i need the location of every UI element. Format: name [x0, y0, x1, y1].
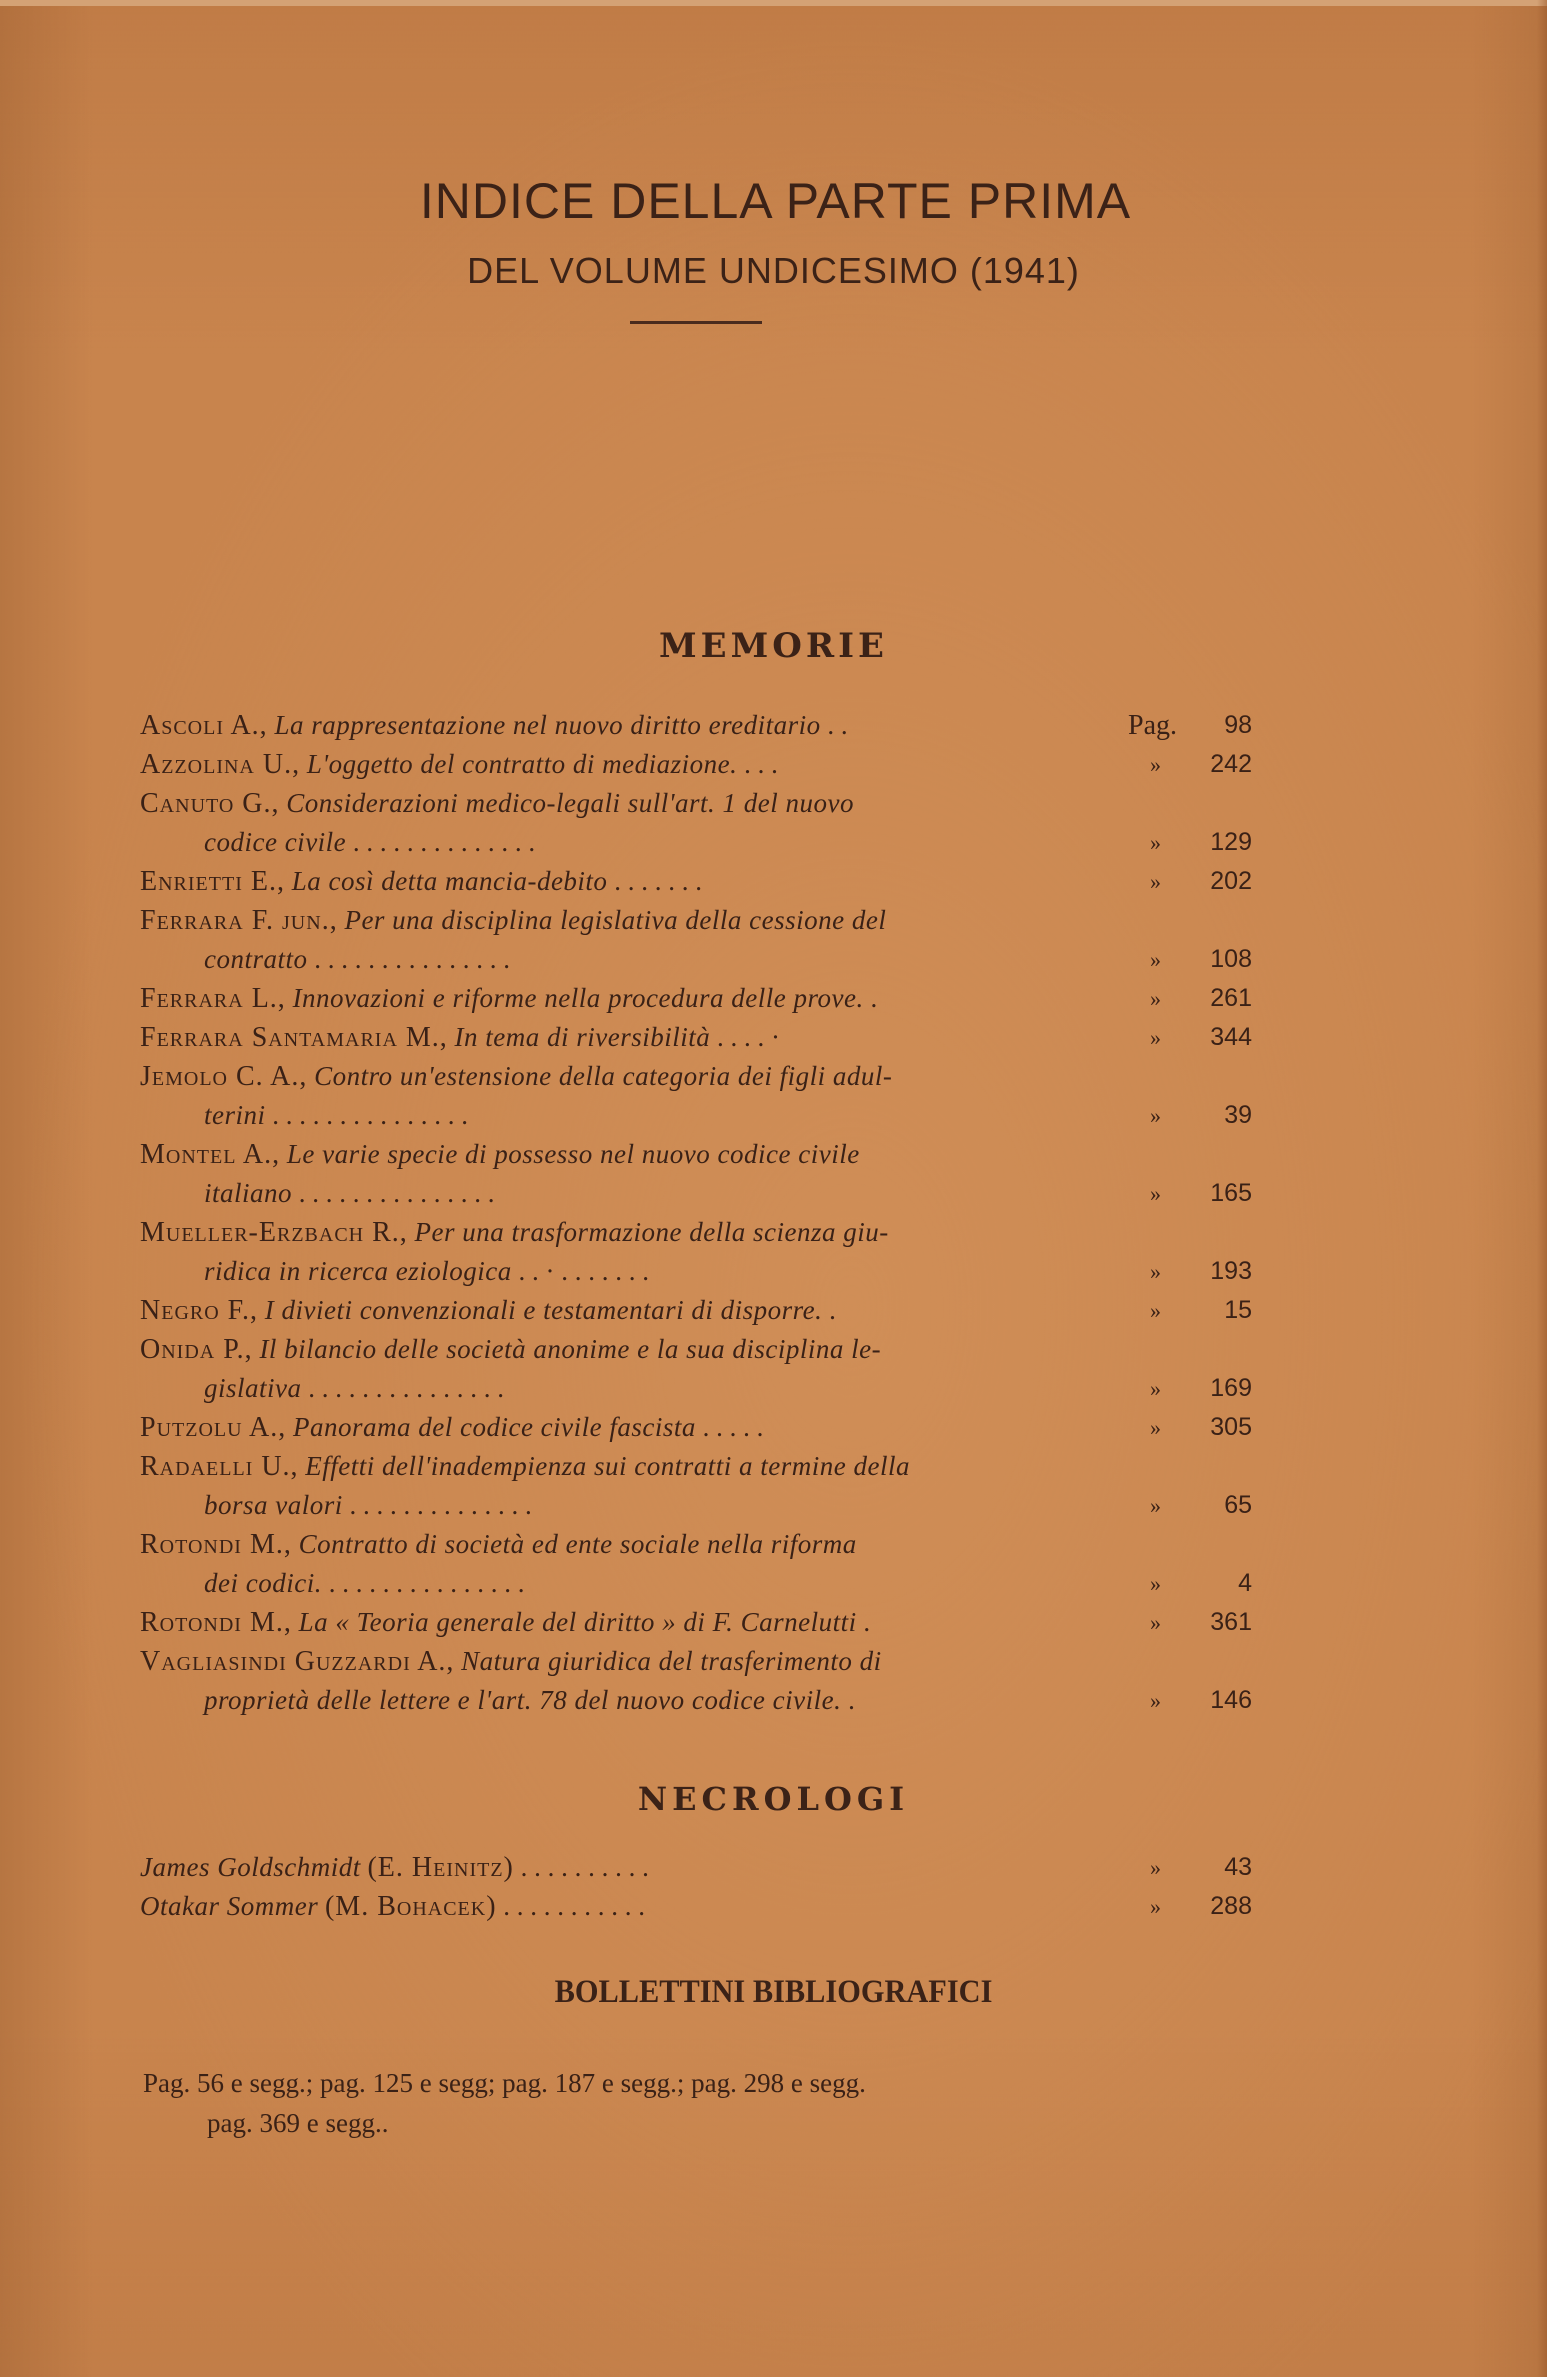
entry-title: contratto — [204, 944, 308, 974]
entry-author: Vagliasindi Guzzardi A., — [140, 1646, 455, 1677]
ditto-mark: » — [1150, 1493, 1161, 1518]
entry-author: Ferrara F. jun., — [140, 905, 338, 936]
toc-entry-line — [140, 823, 1252, 862]
entry-text — [140, 1213, 889, 1252]
ditto-mark: » — [1150, 869, 1161, 894]
ditto-mark: » — [1150, 1415, 1161, 1440]
dot-leader: . — [829, 1295, 836, 1325]
ditto-mark: » — [1150, 947, 1161, 972]
bollettini-line-1: Pag. 56 e segg.; pag. 125 e segg; pag. 187 e segg.; pag. 298 e segg. — [143, 2068, 866, 2098]
page-number: 242 — [1210, 750, 1252, 778]
entry-author: Mueller-Erzbach R., — [140, 1217, 408, 1248]
dot-leader: . . . . . . . . . . . — [503, 1891, 646, 1921]
entry-text — [140, 706, 848, 745]
entry-text — [140, 1887, 645, 1926]
ditto-mark: » — [1150, 830, 1161, 855]
page-number: 43 — [1224, 1853, 1252, 1881]
dot-leader: . — [848, 1685, 855, 1715]
entry-author: Rotondi M., — [140, 1529, 292, 1560]
entry-text — [140, 862, 702, 901]
dot-leader: . . . . . . . . . . . . . . — [352, 827, 536, 857]
dot-leader: . — [863, 1607, 871, 1637]
toc-entry-line — [140, 1525, 1252, 1564]
paper-top-edge — [0, 0, 1547, 6]
page-number: 15 — [1224, 1296, 1252, 1324]
entry-text — [140, 1135, 860, 1174]
bollettini-line-2: pag. 369 e segg.. — [207, 2108, 389, 2138]
entry-title: italiano — [204, 1178, 293, 1208]
dot-leader: . — [870, 983, 878, 1013]
necrologi-list — [140, 1848, 1252, 1926]
ditto-mark: » — [1150, 1181, 1161, 1206]
entry-title: I divieti convenzionali e testamentari di disporre. — [264, 1295, 823, 1325]
entry-title: L'oggetto del contratto di mediazione. — [306, 749, 738, 779]
bollettini-text — [143, 2063, 1263, 2143]
toc-entry-line — [140, 1213, 1252, 1252]
toc-entry-line — [140, 1681, 1252, 1720]
entry-title: Le varie specie di possesso nel nuovo codice civile — [286, 1139, 860, 1169]
necrologi-heading: NECROLOGI — [637, 1780, 910, 1818]
page-number: 361 — [1210, 1608, 1252, 1636]
toc-entry-line — [140, 940, 1252, 979]
entry-text — [204, 1174, 495, 1213]
entry-title: La rappresentazione nel nuovo diritto ereditario — [274, 710, 821, 740]
dot-leader: . . — [827, 710, 848, 740]
dot-leader: . . . . . . . . . . . . . . . — [272, 1100, 468, 1130]
toc-entry-line — [140, 1330, 1252, 1369]
dot-leader: . . . . . . . — [614, 866, 702, 896]
paper-right-edge — [1537, 0, 1547, 2377]
entry-title: Considerazioni medico-legali sull'art. 1 del nuovo — [286, 788, 855, 818]
title-divider — [630, 321, 762, 324]
dot-leader: . . . — [744, 749, 778, 779]
toc-entry-line — [140, 1369, 1252, 1408]
entry-text — [204, 940, 510, 979]
entry-text — [140, 901, 886, 940]
toc-entry-line — [140, 1486, 1252, 1525]
dot-leader: . . . . . . . . . . . . . . — [349, 1490, 532, 1520]
ditto-mark: » — [1150, 1688, 1161, 1713]
page-number: 169 — [1210, 1374, 1252, 1402]
page-number: 305 — [1210, 1413, 1252, 1441]
entry-text — [140, 979, 877, 1018]
entry-author: (M. Bohacek) — [324, 1891, 497, 1922]
entry-author: (E. Heinitz) — [367, 1852, 514, 1883]
toc-entry-line — [140, 1096, 1252, 1135]
entry-title: Effetti dell'inadempienza sui contratti a termine della — [305, 1451, 910, 1481]
ditto-mark: » — [1150, 1025, 1161, 1050]
entry-title: La « Teoria generale del diritto » di F. Carnelutti — [298, 1607, 857, 1637]
entry-text — [204, 1096, 468, 1135]
dot-leader: . . . . . . . . . . . . . . . — [308, 1373, 504, 1403]
page-number: 288 — [1210, 1892, 1252, 1920]
entry-text — [140, 1848, 649, 1887]
entry-author: Ferrara Santamaria M., — [140, 1022, 448, 1053]
entry-author: Canuto G., — [140, 788, 280, 819]
entry-title: Panorama del codice civile fascista — [292, 1412, 696, 1442]
entry-author: Azzolina U., — [140, 749, 301, 780]
toc-entry-line — [140, 1018, 1252, 1057]
entry-title: codice civile — [204, 827, 347, 857]
toc-entry-line — [140, 901, 1252, 940]
toc-entry-line — [140, 1603, 1252, 1642]
entry-author: Jemolo C. A., — [140, 1061, 308, 1092]
entry-text — [204, 1681, 855, 1720]
entry-text — [204, 1252, 649, 1291]
entry-title: Per una trasformazione della scienza giu- — [414, 1217, 889, 1247]
deceased-name: James Goldschmidt — [140, 1852, 361, 1882]
page-subtitle: DEL VOLUME UNDICESIMO (1941) — [467, 250, 1080, 291]
entry-text — [140, 1408, 763, 1447]
entry-author: Radaelli U., — [140, 1451, 299, 1482]
entry-text — [204, 1369, 504, 1408]
toc-entry-line — [140, 862, 1252, 901]
ditto-mark: » — [1150, 1571, 1161, 1596]
page-number: 129 — [1210, 828, 1252, 856]
entry-title: gislativa — [204, 1373, 302, 1403]
entry-title: proprietà delle lettere e l'art. 78 del nuovo codice civile. — [204, 1685, 842, 1715]
ditto-mark: » — [1150, 1855, 1161, 1880]
toc-entry-line — [140, 979, 1252, 1018]
page-number: 165 — [1210, 1179, 1252, 1207]
entry-text — [140, 1291, 836, 1330]
toc-entry-line — [140, 1564, 1252, 1603]
page-number: 146 — [1210, 1686, 1252, 1714]
necrologio-entry — [140, 1848, 1252, 1887]
entry-author: Ascoli A., — [140, 710, 268, 741]
toc-entry-line — [140, 1057, 1252, 1096]
entry-author: Ferrara L., — [140, 983, 286, 1014]
entry-title: dei codici. — [204, 1568, 322, 1598]
dot-leader: . . · . . . . . . . — [518, 1256, 649, 1286]
entry-text — [140, 1603, 870, 1642]
entry-title: Contratto di società ed ente sociale nella riforma — [298, 1529, 857, 1559]
entry-title: ridica in ricerca eziologica — [204, 1256, 512, 1286]
entry-text — [140, 784, 854, 823]
ditto-mark: » — [1150, 1103, 1161, 1128]
entry-text — [204, 823, 535, 862]
page-number: 202 — [1210, 867, 1252, 895]
ditto-mark: » — [1150, 986, 1161, 1011]
entry-title: Il bilancio delle società anonime e la sua disciplina le- — [259, 1334, 882, 1364]
entry-author: Negro F., — [140, 1295, 258, 1326]
toc-entry-line — [140, 1642, 1252, 1681]
entry-text — [140, 1447, 910, 1486]
entry-title: In tema di riversibilità — [454, 1022, 711, 1052]
toc-entry-line — [140, 1408, 1252, 1447]
necrologio-entry — [140, 1887, 1252, 1926]
memorie-heading: MEMORIE — [659, 626, 888, 666]
ditto-mark: » — [1150, 1298, 1161, 1323]
entry-title: Natura giuridica del trasferimento di — [461, 1646, 882, 1676]
ditto-mark: » — [1150, 1894, 1161, 1919]
entry-text — [204, 1486, 532, 1525]
page-number: 65 — [1224, 1491, 1252, 1519]
entry-author: Rotondi M., — [140, 1607, 292, 1638]
entry-text — [140, 1057, 892, 1096]
dot-leader: . . . . . . . . . . . . . . . — [328, 1568, 525, 1598]
deceased-name: Otakar Sommer — [140, 1891, 319, 1921]
page-number: 108 — [1210, 945, 1252, 973]
memorie-list — [140, 706, 1252, 1720]
ditto-mark: » — [1150, 1376, 1161, 1401]
entry-text — [140, 1642, 882, 1681]
page-number: 193 — [1210, 1257, 1252, 1285]
toc-entry-line — [140, 1291, 1252, 1330]
page-title: INDICE DELLA PARTE PRIMA — [419, 173, 1132, 229]
entry-text — [140, 745, 778, 784]
toc-entry-line — [140, 1252, 1252, 1291]
dot-leader: . . . . . . . . . . — [520, 1852, 649, 1882]
dot-leader: . . . . · — [717, 1022, 781, 1052]
toc-entry-line — [140, 1174, 1252, 1213]
toc-entry-line — [140, 745, 1252, 784]
entry-author: Montel A., — [140, 1139, 281, 1170]
page-number: 39 — [1224, 1101, 1252, 1129]
ditto-mark: » — [1150, 1259, 1161, 1284]
entry-title: terini — [204, 1100, 266, 1130]
page-number: 98 — [1224, 711, 1252, 739]
entry-text — [140, 1018, 780, 1057]
entry-title: La così detta mancia-debito — [291, 866, 608, 896]
toc-entry-line — [140, 706, 1252, 745]
bollettini-heading: BOLLETTINI BIBLIOGRAFICI — [554, 1974, 993, 2010]
toc-entry-line — [140, 1135, 1252, 1174]
dot-leader: . . . . . — [702, 1412, 764, 1442]
ditto-mark: » — [1150, 1610, 1161, 1635]
entry-text — [140, 1330, 881, 1369]
dot-leader: . . . . . . . . . . . . . . . — [314, 944, 510, 974]
toc-entry-line — [140, 1447, 1252, 1486]
entry-author: Putzolu A., — [140, 1412, 287, 1443]
toc-entry-line — [140, 784, 1252, 823]
entry-title: Contro un'estensione della categoria dei figli adul- — [314, 1061, 893, 1091]
entry-author: Enrietti E., — [140, 866, 285, 897]
entry-author: Onida P., — [140, 1334, 253, 1365]
ditto-mark: » — [1150, 752, 1161, 777]
page-label: Pag. — [1128, 710, 1177, 741]
page-number: 261 — [1210, 984, 1252, 1012]
entry-title: borsa valori — [204, 1490, 343, 1520]
entry-text — [204, 1564, 524, 1603]
entry-text — [140, 1525, 857, 1564]
page-number: 4 — [1238, 1569, 1252, 1597]
entry-title: Per una disciplina legislativa della cessione del — [344, 905, 887, 935]
dot-leader: . . . . . . . . . . . . . . . — [298, 1178, 495, 1208]
entry-title: Innovazioni e riforme nella procedura delle prove. — [292, 983, 864, 1013]
page-number: 344 — [1210, 1023, 1252, 1051]
